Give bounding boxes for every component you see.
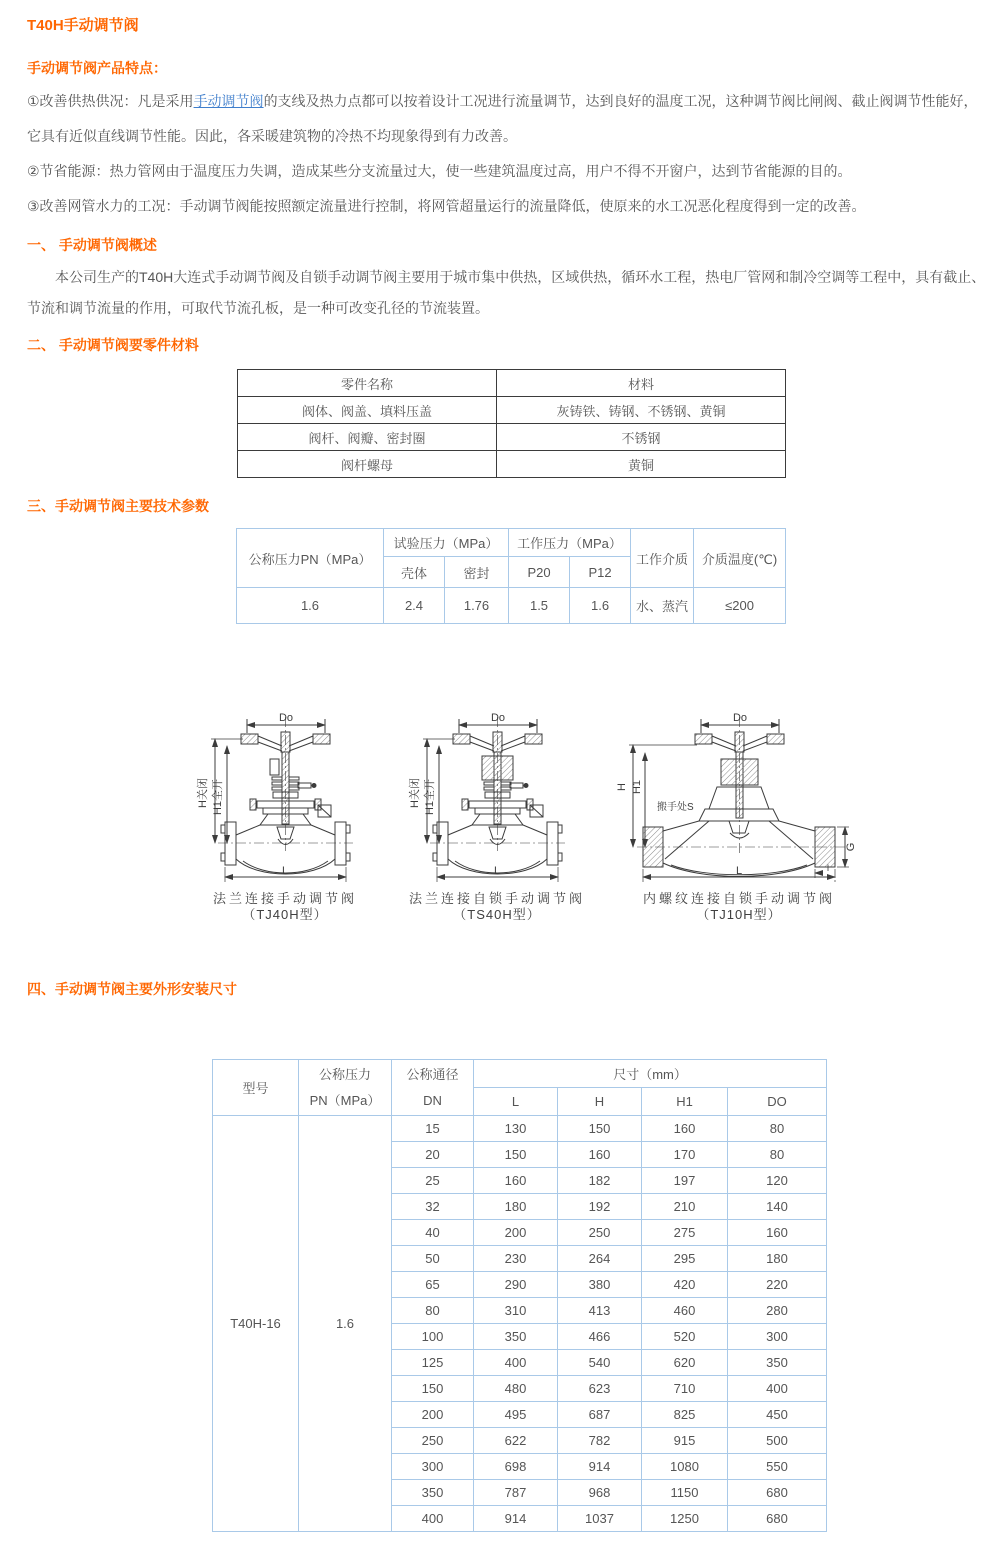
valve-drawing-tj40h [185, 709, 385, 887]
table-cell: 160 [474, 1168, 558, 1194]
table-cell: 710 [642, 1376, 728, 1402]
section-3-heading: 三、手动调节阀主要技术参数 [27, 498, 209, 514]
section-1-body: 本公司生产的T40H大连式手动调节阀及自锁手动调节阀主要用于城市集中供热，区域供热，循环水工程，热电厂管网和制冷空调等工程中，具有截止、节流和调节流量的作用，可取代节流孔板，是一种可改变孔径的节流装置。 [27, 269, 986, 316]
table-cell: 495 [474, 1402, 558, 1428]
table-cell: 不锈钢 [497, 424, 786, 451]
dimension-label-h-closed: H关闭 [197, 778, 209, 808]
table-cell: 782 [558, 1428, 642, 1454]
table-cell: 80 [392, 1298, 474, 1324]
tech-params-table [236, 528, 786, 624]
table-cell: 1250 [642, 1506, 728, 1532]
table-cell: 2.4 [384, 588, 445, 624]
column-header-group: 工作压力（MPa） [509, 529, 631, 557]
table-cell: 200 [392, 1402, 474, 1428]
dimension-label-h1: H1 [631, 779, 643, 795]
diagram-model: （TS40H型） [453, 907, 541, 922]
table-cell: 25 [392, 1168, 474, 1194]
diagram-caption: 法兰连接手动调节阀 [212, 891, 357, 906]
column-header: P20 [509, 557, 570, 588]
table-cell: 阀杆螺母 [238, 451, 497, 478]
table-cell: 968 [558, 1480, 642, 1506]
table-cell: 150 [474, 1142, 558, 1168]
manual-valve-link[interactable]: 手动调节阀 [193, 93, 264, 109]
table-row [238, 424, 786, 451]
table-cell: 540 [558, 1350, 642, 1376]
table-cell: 915 [642, 1428, 728, 1454]
table-cell: 500 [728, 1428, 827, 1454]
column-header: 工作介质 [631, 529, 694, 588]
feature-1-suffix: 的支线及热力点都可以按着设计工况进行流量调节，达到良好的温度工况，这种调节阀比闸阀、截止阀调节性能好，它具有近似直线调节性能。因此，各采暖建筑物的冷热不均现象得到有力改善。 [27, 93, 978, 144]
feature-item-2: ②节省能源：热力管网由于温度压力失调，造成某些分支流量过大，使一些建筑温度过高，用户不得不开窗户，达到节省能源的目的。 [27, 163, 852, 179]
table-cell: 50 [392, 1246, 474, 1272]
dimension-label-l: L [493, 865, 501, 877]
table-cell: 160 [728, 1220, 827, 1246]
column-header-dn-line1: 公称通径 [406, 1066, 459, 1082]
valve-diagrams [185, 709, 990, 923]
table-cell: 914 [474, 1506, 558, 1532]
table-cell: 230 [474, 1246, 558, 1272]
column-header-dn-line2: DN [423, 1092, 442, 1108]
table-cell: 150 [558, 1116, 642, 1142]
table-cell: 1.6 [237, 588, 384, 624]
table-cell: 210 [642, 1194, 728, 1220]
dimension-label-h: H [616, 783, 628, 791]
dimension-label-do: Do [278, 712, 294, 724]
table-cell: 300 [392, 1454, 474, 1480]
dimensions-table [212, 1059, 827, 1532]
table-cell: 1150 [642, 1480, 728, 1506]
section-4-heading: 四、手动调节阀主要外形安装尺寸 [27, 981, 237, 997]
column-header: 材料 [497, 370, 786, 397]
valve-diagram-flanged-manual [185, 709, 385, 923]
table-cell: 680 [728, 1506, 827, 1532]
feature-item-3: ③改善网管水力的工况：手动调节阀能按照额定流量进行控制，将网管超量运行的流量降低，使原来的水工况恶化程度得到一定的改善。 [27, 198, 866, 214]
table-cell: 310 [474, 1298, 558, 1324]
table-cell: 160 [558, 1142, 642, 1168]
table-row [238, 451, 786, 478]
table-cell: 32 [392, 1194, 474, 1220]
feature-item-1 [27, 84, 990, 154]
table-cell: 413 [558, 1298, 642, 1324]
column-header: 公称压力PN（MPa） [237, 529, 384, 588]
features-heading: 手动调节阀产品特点： [27, 60, 167, 76]
table-cell: 400 [728, 1376, 827, 1402]
section-2-heading: 二、 手动调节阀要零件材料 [27, 337, 199, 353]
table-cell: 150 [392, 1376, 474, 1402]
table-row [238, 397, 786, 424]
table-cell: 698 [474, 1454, 558, 1480]
diagram-caption: 内螺纹连接自锁手动调节阀 [642, 891, 835, 906]
dimension-label-l-small: l [827, 863, 829, 873]
table-cell: 100 [392, 1324, 474, 1350]
table-cell: 466 [558, 1324, 642, 1350]
table-cell: 阀体、阀盖、填料压盖 [238, 397, 497, 424]
table-cell: 460 [642, 1298, 728, 1324]
table-cell: 787 [474, 1480, 558, 1506]
table-cell: 灰铸铁、铸钢、不锈钢、黄铜 [497, 397, 786, 424]
table-cell: 620 [642, 1350, 728, 1376]
table-cell: 622 [474, 1428, 558, 1454]
column-header-pn [299, 1060, 392, 1116]
feature-1-prefix: ①改善供热供况：凡是采用 [27, 93, 194, 109]
dimension-label-g: G [845, 842, 857, 852]
table-cell: 1.76 [445, 588, 509, 624]
table-header-row [238, 370, 786, 397]
table-row [213, 1116, 827, 1142]
table-cell: 520 [642, 1324, 728, 1350]
table-cell: ≤200 [694, 588, 786, 624]
dimension-label-do: Do [490, 712, 506, 724]
table-cell: 400 [474, 1350, 558, 1376]
dimension-label-h-closed: H关闭 [409, 778, 421, 808]
table-cell: 20 [392, 1142, 474, 1168]
table-cell: 40 [392, 1220, 474, 1246]
table-cell: 80 [728, 1142, 827, 1168]
dimension-label-h1-open: H1全开 [424, 778, 436, 816]
table-cell: 275 [642, 1220, 728, 1246]
table-cell: 264 [558, 1246, 642, 1272]
table-cell: 200 [474, 1220, 558, 1246]
table-cell: 65 [392, 1272, 474, 1298]
table-cell: 1080 [642, 1454, 728, 1480]
table-cell: 1.6 [570, 588, 631, 624]
diagram-model: （TJ40H型） [242, 907, 328, 922]
table-cell: 300 [728, 1324, 827, 1350]
table-cell: 295 [642, 1246, 728, 1272]
table-cell: 197 [642, 1168, 728, 1194]
column-header-pn-line2: PN（MPa） [309, 1092, 381, 1108]
page-title: T40H手动调节阀 [27, 17, 139, 34]
table-cell: 182 [558, 1168, 642, 1194]
table-cell: 130 [474, 1116, 558, 1142]
table-cell: 192 [558, 1194, 642, 1220]
table-cell: 170 [642, 1142, 728, 1168]
valve-drawing-tj10h [609, 709, 869, 887]
dimension-label-do: Do [732, 712, 748, 724]
column-header: P12 [570, 557, 631, 588]
dimension-label-h1-open: H1全开 [212, 778, 224, 816]
table-cell: 350 [474, 1324, 558, 1350]
column-header: 密封 [445, 557, 509, 588]
diagram-caption: 法兰连接自锁手动调节阀 [408, 891, 585, 906]
table-header-row [213, 1060, 827, 1088]
column-header-group: 试验压力（MPa） [384, 529, 509, 557]
table-cell: 250 [558, 1220, 642, 1246]
valve-diagram-threaded-selflock [609, 709, 869, 923]
table-cell: 290 [474, 1272, 558, 1298]
pn-cell: 1.6 [299, 1116, 392, 1532]
section-1-heading: 一、 手动调节阀概述 [27, 237, 157, 253]
table-cell: 450 [728, 1402, 827, 1428]
table-cell: 120 [728, 1168, 827, 1194]
diagram-model: （TJ10H型） [696, 907, 782, 922]
column-header-h1: H1 [642, 1088, 728, 1116]
table-cell: 140 [728, 1194, 827, 1220]
table-cell: 1037 [558, 1506, 642, 1532]
column-header-do: DO [728, 1088, 827, 1116]
table-cell: 400 [392, 1506, 474, 1532]
valve-drawing-ts40h [397, 709, 597, 887]
table-cell: 1.5 [509, 588, 570, 624]
column-header-l: L [474, 1088, 558, 1116]
table-cell: 250 [392, 1428, 474, 1454]
table-cell: 180 [728, 1246, 827, 1272]
table-cell: 220 [728, 1272, 827, 1298]
column-header-model: 型号 [213, 1060, 299, 1116]
column-header-dn [392, 1060, 474, 1116]
column-header-pn-line1: 公称压力 [318, 1066, 371, 1082]
materials-table [237, 369, 786, 478]
table-header-row [237, 529, 786, 557]
column-header: 零件名称 [238, 370, 497, 397]
table-cell: 280 [728, 1298, 827, 1324]
table-cell: 350 [728, 1350, 827, 1376]
model-cell: T40H-16 [213, 1116, 299, 1532]
table-cell: 水、蒸汽 [631, 588, 694, 624]
table-cell: 黄铜 [497, 451, 786, 478]
table-cell: 420 [642, 1272, 728, 1298]
table-cell: 80 [728, 1116, 827, 1142]
column-header: 壳体 [384, 557, 445, 588]
column-header-size-group: 尺寸（mm） [474, 1060, 827, 1088]
table-cell: 687 [558, 1402, 642, 1428]
dimension-label-l: L [281, 865, 289, 877]
table-cell: 350 [392, 1480, 474, 1506]
table-cell: 380 [558, 1272, 642, 1298]
table-cell: 15 [392, 1116, 474, 1142]
dimension-label-l: L [735, 865, 743, 877]
table-cell: 914 [558, 1454, 642, 1480]
table-cell: 550 [728, 1454, 827, 1480]
table-cell: 160 [642, 1116, 728, 1142]
table-cell: 125 [392, 1350, 474, 1376]
table-cell: 480 [474, 1376, 558, 1402]
column-header-h: H [558, 1088, 642, 1116]
table-cell: 阀杆、阀瓣、密封圈 [238, 424, 497, 451]
table-row [237, 588, 786, 624]
valve-diagram-flanged-selflock [397, 709, 597, 923]
table-cell: 180 [474, 1194, 558, 1220]
table-cell: 825 [642, 1402, 728, 1428]
column-header: 介质温度(℃) [694, 529, 786, 588]
table-cell: 680 [728, 1480, 827, 1506]
spanner-area-label: 搬手处S [657, 802, 694, 813]
table-cell: 623 [558, 1376, 642, 1402]
